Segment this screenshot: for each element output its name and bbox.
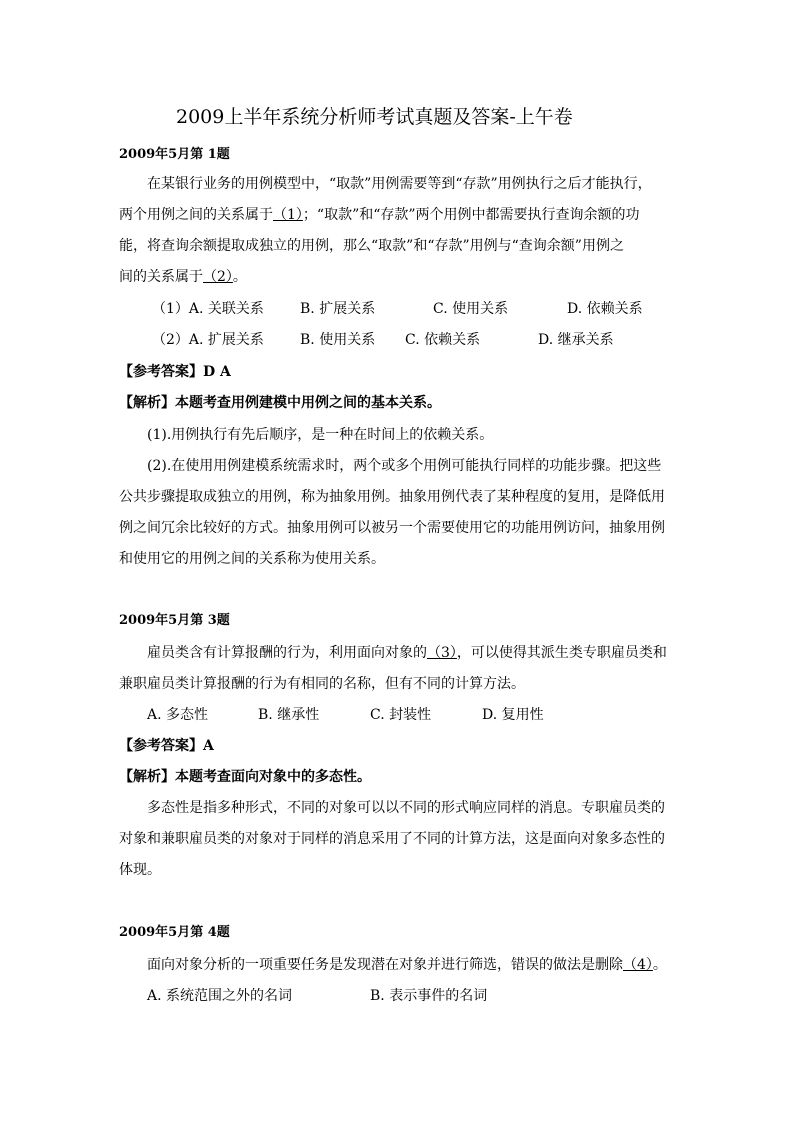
explanation-line: 体现。 bbox=[119, 862, 161, 878]
option: B. 扩展关系 bbox=[300, 301, 376, 317]
explanation-line: 对象和兼职雇员类的对象对于同样的消息采用了不同的计算方法，这是面向对象多态性的 bbox=[119, 831, 665, 847]
question-3-stem-line bbox=[147, 643, 667, 663]
analysis-line bbox=[119, 767, 371, 787]
question-1-header: 2009年5月第 1题 bbox=[119, 147, 230, 162]
analysis-label: 【解析】 bbox=[119, 769, 175, 785]
question-1-stem-line bbox=[119, 205, 640, 225]
question-3-stem-line: 兼职雇员类计算报酬的行为有相同的名称，但有不同的计算方法。 bbox=[119, 676, 525, 692]
blank-2: （2） bbox=[203, 269, 233, 285]
question-1-stem-line bbox=[119, 267, 247, 287]
option: B. 表示事件的名词 bbox=[370, 988, 488, 1004]
stem-text: 面向对象分析的一项重要任务是发现潜在对象并进行筛选，错误的做法是删除 bbox=[147, 957, 623, 973]
explanation-line: 公共步骤提取成独立的用例，称为抽象用例。抽象用例代表了某种程度的复用，是降低用 bbox=[119, 489, 665, 505]
blank-1: （1） bbox=[273, 207, 303, 223]
answer-value: A bbox=[203, 738, 214, 754]
explanation-line: (1).用例执行有先后顺序，是一种在时间上的依赖关系。 bbox=[147, 427, 494, 443]
option: （1）A. 关联关系 bbox=[152, 301, 264, 317]
stem-text: 两个用例之间的关系属于 bbox=[119, 207, 273, 223]
explanation-line: 多态性是指多种形式，不同的对象可以以不同的形式响应同样的消息。专职雇员类的 bbox=[147, 800, 665, 816]
option: C. 使用关系 bbox=[433, 301, 509, 317]
analysis-text: 本题考查面向对象中的多态性。 bbox=[175, 769, 371, 785]
stem-text: 。 bbox=[652, 957, 667, 973]
option: （2）A. 扩展关系 bbox=[152, 332, 264, 348]
option: A. 系统范围之外的名词 bbox=[147, 988, 293, 1004]
option: C. 封装性 bbox=[370, 707, 432, 723]
question-3-header: 2009年5月第 3题 bbox=[119, 613, 230, 628]
option: C. 依赖关系 bbox=[405, 332, 481, 348]
option: B. 继承性 bbox=[258, 707, 320, 723]
stem-text: ，可以使得其派生类专职雇员类和 bbox=[456, 645, 667, 661]
question-4-stem-line bbox=[147, 955, 667, 975]
analysis-label: 【解析】 bbox=[119, 395, 175, 411]
blank-3: （3） bbox=[427, 645, 457, 661]
answer-line bbox=[119, 736, 214, 756]
answer-line bbox=[119, 362, 231, 382]
question-1-stem-line: 在某银行业务的用例模型中，“取款”用例需要等到“存款”用例执行之后才能执行， bbox=[147, 176, 652, 192]
explanation-line: (2).在使用用例建模系统需求时，两个或多个用例可能执行同样的功能步骤。把这些 bbox=[147, 458, 662, 474]
page-title: 2009上半年系统分析师考试真题及答案-上午卷 bbox=[176, 106, 573, 128]
answer-value: D A bbox=[203, 364, 231, 380]
option: D. 继承关系 bbox=[538, 332, 614, 348]
question-4-header: 2009年5月第 4题 bbox=[119, 925, 230, 940]
answer-label: 【参考答案】 bbox=[119, 738, 203, 754]
option: B. 使用关系 bbox=[300, 332, 376, 348]
explanation-line: 例之间冗余比较好的方式。抽象用例可以被另一个需要使用它的功能用例访问，抽象用例 bbox=[119, 520, 665, 536]
option: D. 复用性 bbox=[482, 707, 544, 723]
option: A. 多态性 bbox=[147, 707, 209, 723]
stem-text: 雇员类含有计算报酬的行为，利用面向对象的 bbox=[147, 645, 427, 661]
question-1-stem-line: 能，将查询余额提取成独立的用例，那么“取款”和“存款”用例与“查询余额”用例之 bbox=[119, 238, 624, 254]
analysis-text: 本题考查用例建模中用例之间的基本关系。 bbox=[175, 395, 441, 411]
stem-text: 间的关系属于 bbox=[119, 269, 203, 285]
explanation-line: 和使用它的用例之间的关系称为使用关系。 bbox=[119, 551, 385, 567]
stem-text: 。 bbox=[232, 269, 247, 285]
answer-label: 【参考答案】 bbox=[119, 364, 203, 380]
blank-4: （4） bbox=[623, 957, 653, 973]
option: D. 依赖关系 bbox=[567, 301, 643, 317]
stem-text: ；“取款”和“存款”两个用例中都需要执行查询余额的功 bbox=[302, 207, 640, 223]
analysis-line bbox=[119, 393, 441, 413]
